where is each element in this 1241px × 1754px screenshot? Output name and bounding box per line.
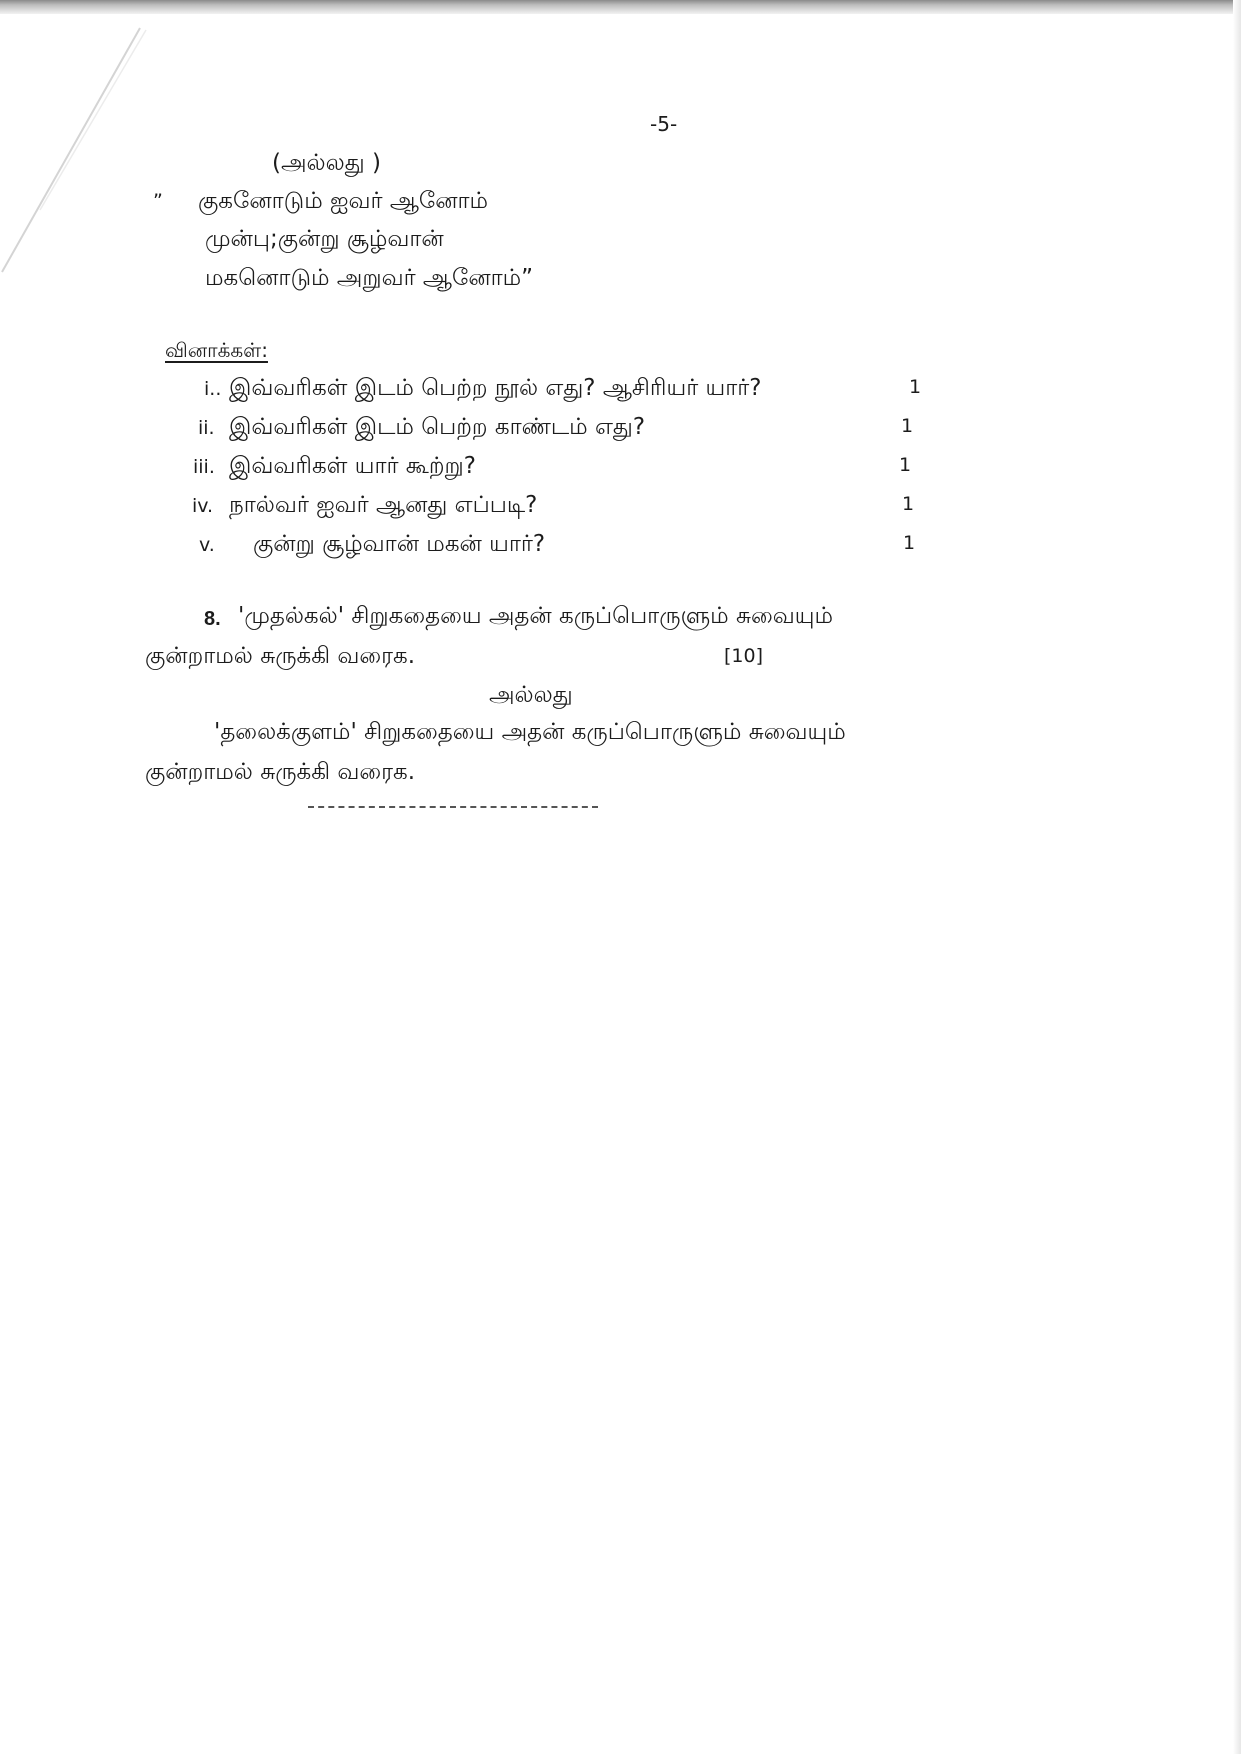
question-8-marks: [10] (724, 645, 764, 667)
question-8-first-line2: குன்றாமல் சுருக்கி வரைக. (145, 643, 416, 669)
question-text: குன்று சூழ்வான் மகன் யார்? (253, 531, 546, 557)
question-marks: 1 (902, 493, 915, 515)
question-number: i.. (204, 378, 222, 400)
alternative-label: (அல்லது ) (272, 150, 381, 176)
question-8-second-line2: குன்றாமல் சுருக்கி வரைக. (145, 759, 416, 785)
poem-line: முன்பு;குன்று சூழ்வான் (205, 226, 444, 252)
question-marks: 1 (909, 376, 922, 398)
question-text: இவ்வரிகள் யார் கூற்று? (229, 453, 476, 479)
question-marks: 1 (903, 532, 916, 554)
end-divider (308, 806, 598, 808)
question-number: ii. (198, 417, 215, 439)
page-number: -5- (650, 112, 678, 136)
question-number: iv. (192, 495, 214, 517)
question-8-second-line1: 'தலைக்குளம்' சிறுகதையை அதன் கருப்பொருளும் சுவையும் (214, 719, 846, 745)
question-marks: 1 (899, 454, 912, 476)
question-number: v. (199, 534, 215, 556)
poem-line: குகனோடும் ஐவர் ஆனோம் (198, 188, 489, 214)
question-text: இவ்வரிகள் இடம் பெற்ற நூல் எது? ஆசிரியர் யார்? (229, 375, 762, 401)
open-quote: ” (153, 190, 163, 212)
question-8-number: 8. (204, 608, 221, 630)
question-number: iii. (193, 456, 215, 478)
question-8-first-line1: 'முதல்கல்' சிறுகதையை அதன் கருப்பொருளும் சுவையும் (238, 603, 834, 629)
question-marks: 1 (901, 415, 914, 437)
question-8-alternative: அல்லது (489, 682, 573, 708)
poem-line: மகனொடும் அறுவர் ஆனோம்” (205, 265, 534, 291)
question-text: நால்வர் ஐவர் ஆனது எப்படி? (229, 492, 538, 518)
questions-heading: வினாக்கள்: (165, 338, 268, 362)
question-text: இவ்வரிகள் இடம் பெற்ற காண்டம் எது? (229, 414, 646, 440)
